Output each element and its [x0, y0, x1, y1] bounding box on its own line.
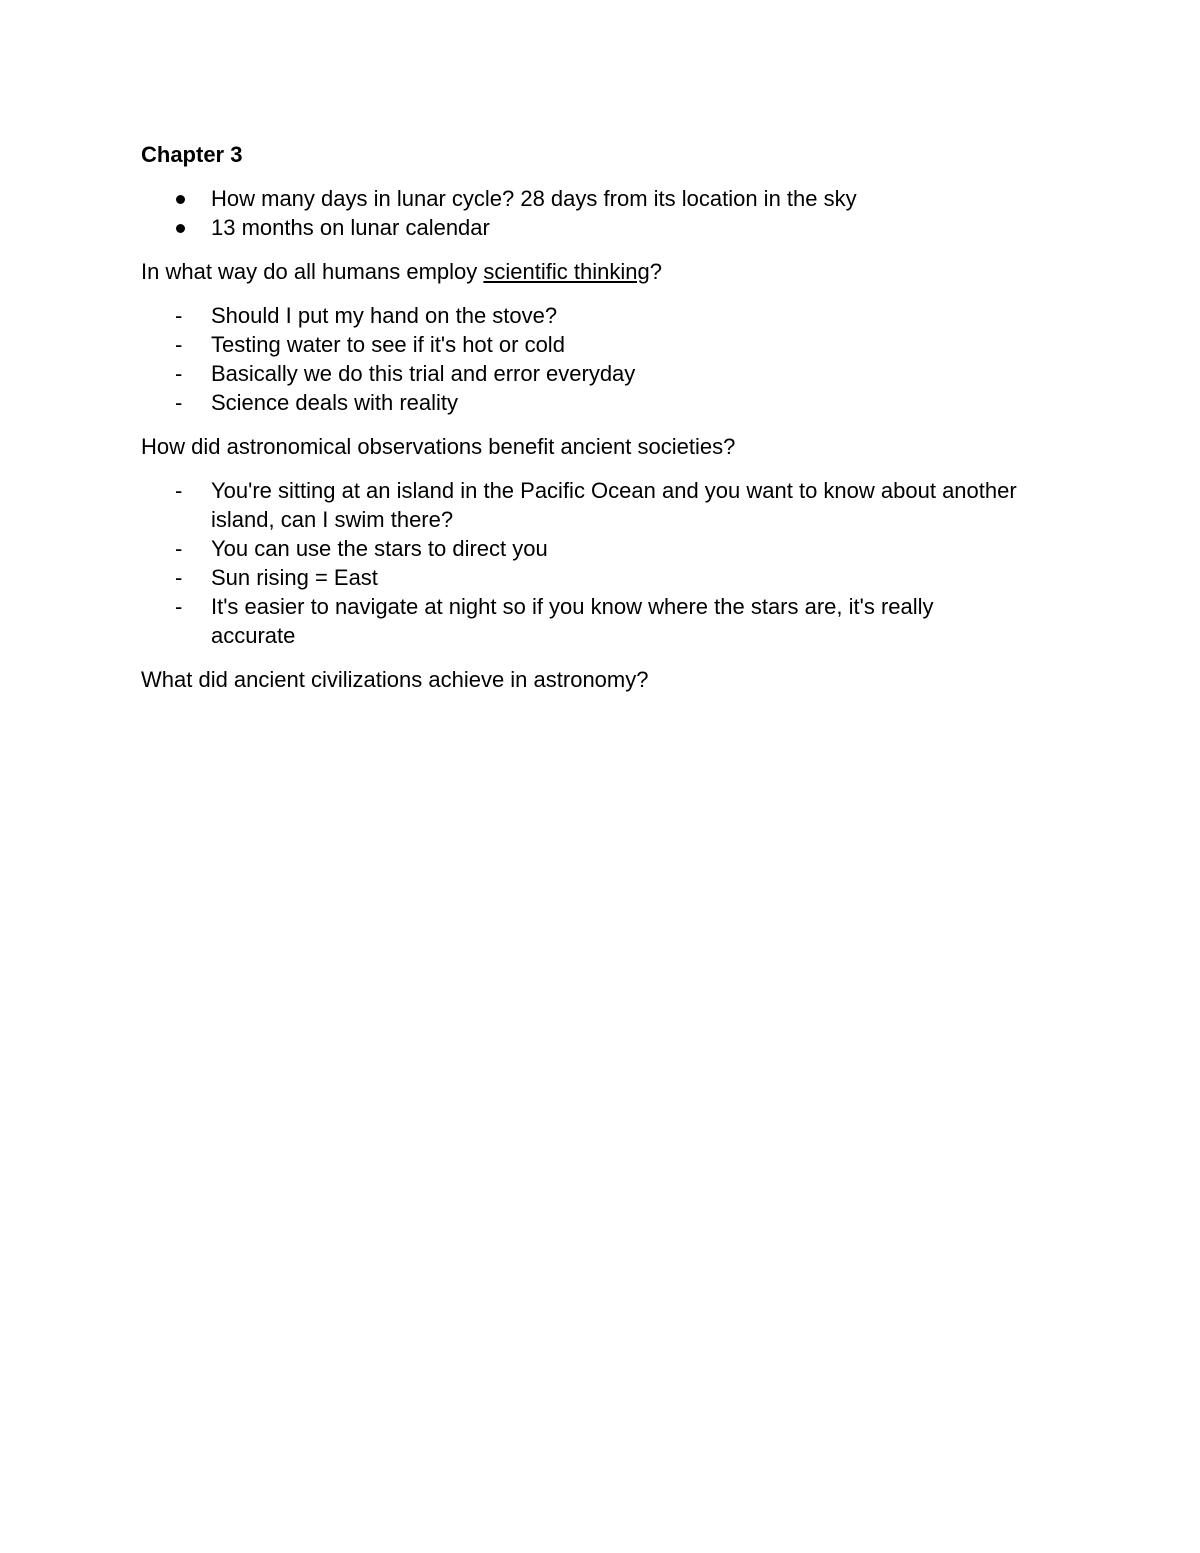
- list-item-text: It's easier to navigate at night so if you know where the stars are, it's really accurate: [211, 594, 934, 648]
- dash-marker: -: [175, 361, 183, 386]
- list-item-text: You're sitting at an island in the Pacific Ocean and you want to know about another island, can I swim there?: [211, 478, 1017, 532]
- page-title: Chapter 3: [141, 142, 243, 167]
- list-item: [141, 534, 1021, 563]
- list-item-text: 13 months on lunar calendar: [211, 215, 490, 240]
- list-item: [141, 184, 1021, 213]
- dash-marker: -: [175, 565, 183, 590]
- dash-marker: -: [175, 390, 183, 415]
- dash-marker: -: [175, 594, 183, 619]
- dash-marker: -: [175, 536, 183, 561]
- list-item-text: Science deals with reality: [211, 390, 459, 415]
- list-item-text: Should I put my hand on the stove?: [211, 303, 558, 328]
- question-ancient-civilizations: What did ancient civilizations achieve in astronomy?: [141, 667, 649, 692]
- list-item-text: How many days in lunar cycle? 28 days from its location in the sky: [211, 186, 857, 211]
- list-item: [141, 330, 1021, 359]
- list-item: [141, 592, 1021, 650]
- list-item: [141, 213, 1021, 242]
- question-text: In what way do all humans employ: [141, 259, 484, 284]
- bullet-dot-icon: [176, 224, 185, 233]
- list-item: [141, 476, 1021, 534]
- dash-list: [141, 476, 1021, 650]
- list-item-text: Basically we do this trial and error everyday: [211, 361, 636, 386]
- list-item: [141, 301, 1021, 330]
- underlined-term: scientific thinking: [483, 259, 650, 284]
- dash-marker: -: [175, 332, 183, 357]
- bullet-dot-icon: [176, 195, 185, 204]
- list-item-text: Sun rising = East: [211, 565, 378, 590]
- dash-marker: -: [175, 478, 183, 503]
- document-page: [141, 140, 1021, 709]
- bullet-list: [141, 184, 1021, 242]
- list-item: [141, 359, 1021, 388]
- dash-list: [141, 301, 1021, 417]
- list-item: [141, 563, 1021, 592]
- list-item: [141, 388, 1021, 417]
- question-suffix: ?: [649, 259, 662, 284]
- question-astronomical-observations: How did astronomical observations benefit ancient societies?: [141, 434, 736, 459]
- list-item-text: You can use the stars to direct you: [211, 536, 548, 561]
- dash-marker: -: [175, 303, 183, 328]
- list-item-text: Testing water to see if it's hot or cold: [211, 332, 565, 357]
- question-scientific-thinking: [141, 257, 1021, 286]
